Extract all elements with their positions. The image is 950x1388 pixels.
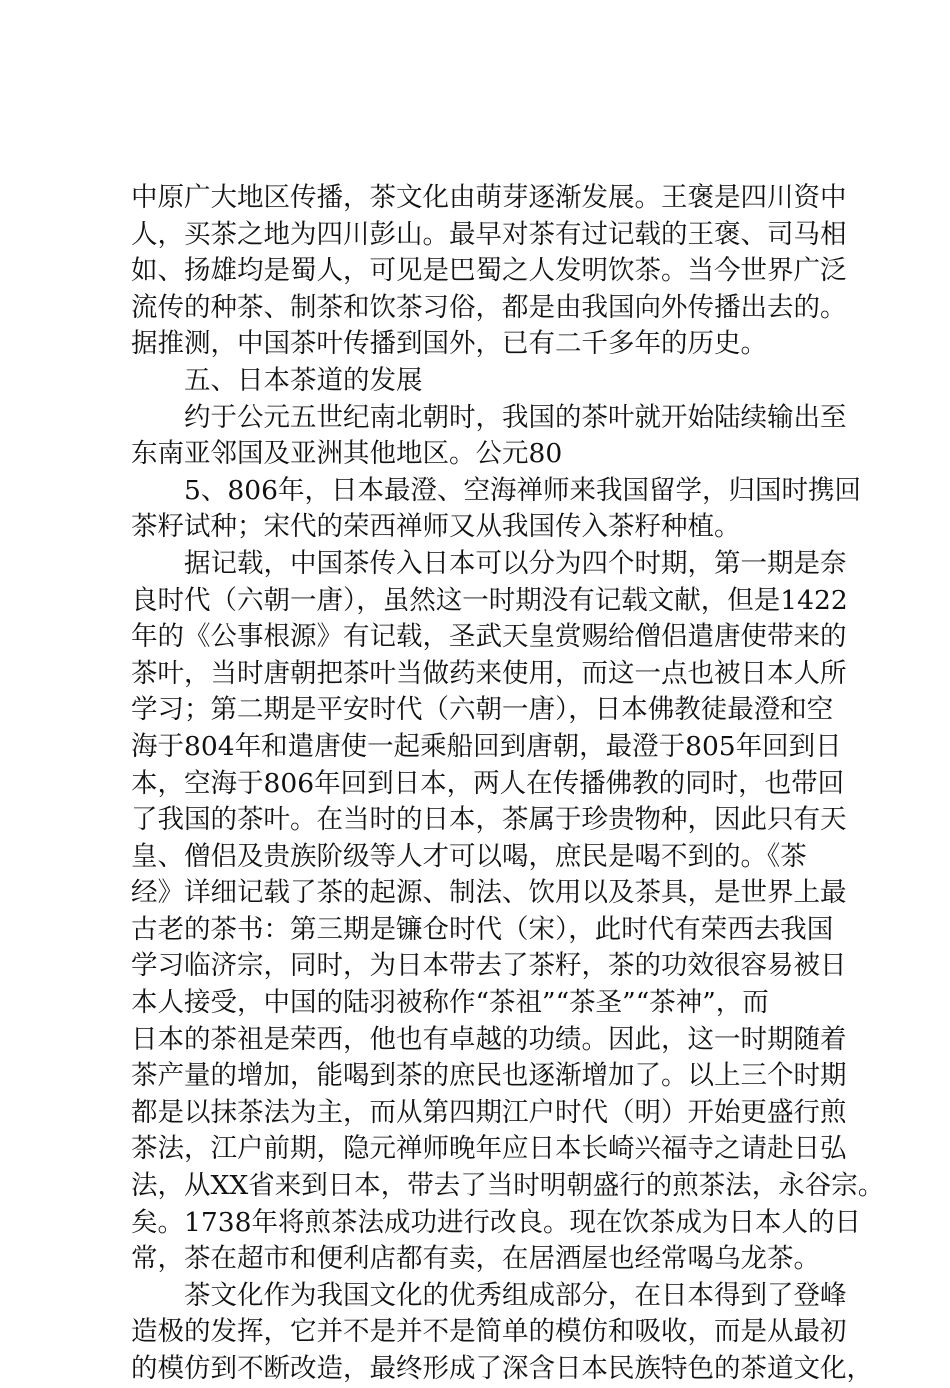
text-line: 学习；第二期是平安时代（六朝一唐），日本佛教徒最澄和空: [131, 694, 834, 726]
text-line: 法，从XX省来到日本，带去了当时明朝盛行的煎茶法，永谷宗。: [131, 1170, 885, 1202]
text-line: 中原广大地区传播，茶文化由萌芽逐渐发展。王褒是四川资中: [131, 182, 847, 213]
text-line: 茶文化作为我国文化的优秀组成部分，在日本得到了登峰: [184, 1279, 847, 1311]
text-line: 据记载，中国茶传入日本可以分为四个时期，第一期是奈: [184, 547, 847, 579]
text-line: 5、806年，日本最澄、空海禅师来我国留学，归国时携回: [184, 474, 861, 506]
text-line: 年的《公事根源》有记载，圣武天皇赏赐给僧侣遣唐使带来的: [131, 621, 847, 653]
text-line: 约于公元五世纪南北朝时，我国的茶叶就开始陆续输出至: [184, 401, 847, 433]
text-line: 据推测，中国茶叶传播到国外，已有二千多年的历史。: [131, 328, 767, 360]
text-line: 矣。1738年将煎茶法成功进行改良。现在饮茶成为日本人的日: [131, 1206, 861, 1238]
text-line: 日本的茶祖是荣西，他也有卓越的功绩。因此，这一时期随着: [131, 1023, 847, 1055]
text-line: 造极的发挥，它并不是并不是简单的模仿和吸收，而是从最初: [131, 1316, 847, 1348]
text-line: 本人接受，中国的陆羽被称作“茶祖”“茶圣”“茶神”，而: [131, 987, 769, 1019]
text-line: 茶叶，当时唐朝把茶叶当做药来使用，而这一点也被日本人所: [131, 657, 847, 689]
body-text: [131, 180, 885, 1388]
text-line: 如、扬雄均是蜀人，可见是巴蜀之人发明饮茶。当今世界广泛: [131, 255, 847, 287]
text-line: 经》详细记载了茶的起源、制法、饮用以及茶具，是世界上最: [131, 877, 847, 909]
text-line: 五、日本茶道的发展: [184, 364, 423, 396]
text-line: 流传的种茶、制茶和饮茶习俗，都是由我国向外传播出去的。: [131, 291, 847, 323]
text-line: 良时代（六朝一唐），虽然这一时期没有记载文献，但是1422: [131, 584, 848, 616]
text-line: 人，买茶之地为四川彭山。最早对茶有过记载的王褒、司马相: [131, 218, 847, 250]
text-line: 茶产量的增加，能喝到茶的庶民也逐渐增加了。以上三个时期: [131, 1060, 847, 1092]
text-line: 都是以抹茶法为主，而从第四期江户时代（明）开始更盛行煎: [131, 1096, 847, 1128]
text-line: 的模仿到不断改造，最终形成了深含日本民族特色的茶道文化，: [131, 1353, 873, 1384]
text-line: 茶法，江户前期，隐元禅师晚年应日本长崎兴福寺之请赴日弘: [131, 1133, 847, 1165]
text-line: 东南亚邻国及亚洲其他地区。公元80: [131, 438, 563, 470]
text-line: 学习临济宗，同时，为日本带去了茶籽，茶的功效很容易被日: [131, 950, 847, 982]
text-line: 本，空海于806年回到日本，两人在传播佛教的同时，也带回: [131, 767, 845, 799]
text-line: 了我国的茶叶。在当时的日本，茶属于珍贵物种，因此只有天: [131, 804, 847, 836]
text-line: 常，茶在超市和便利店都有卖，在居酒屋也经常喝乌龙茶。: [131, 1243, 820, 1275]
text-line: 古老的茶书：第三期是镰仓时代（宋），此时代有荣西去我国: [131, 913, 834, 945]
text-line: 海于804年和遣唐使一起乘船回到唐朝，最澄于805年回到日: [131, 730, 842, 762]
text-line: 茶籽试种；宋代的荣西禅师又从我国传入茶籽种植。: [131, 511, 741, 543]
text-line: 皇、僧侣及贵族阶级等人才可以喝，庶民是喝不到的。《茶: [131, 840, 807, 872]
